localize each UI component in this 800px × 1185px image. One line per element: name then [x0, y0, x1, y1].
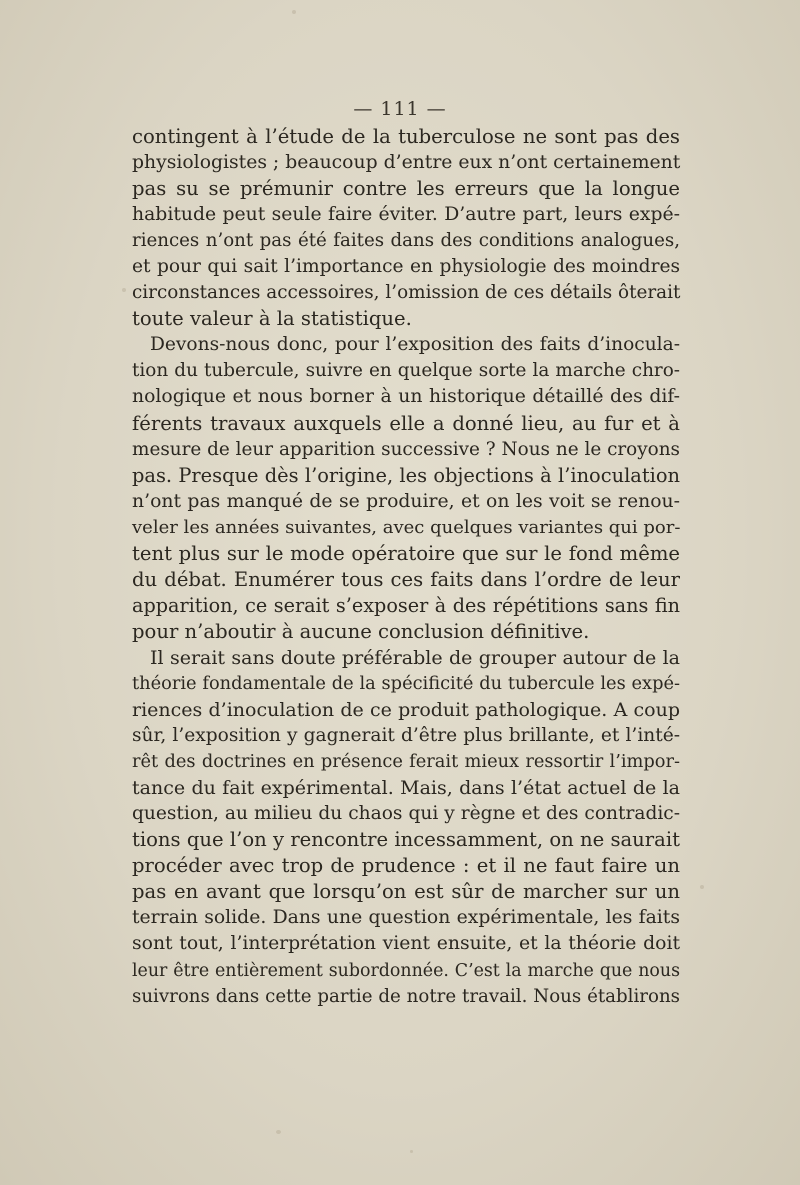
- text-line: Il serait sans doute préférable de grouper autour de la: [150, 646, 680, 669]
- text-line: procéder avec trop de prudence : et il ne faut faire un: [132, 854, 680, 878]
- text-line: mesure de leur apparition successive ? Nous ne le croyons: [132, 438, 680, 460]
- text-line: tions que l’on y rencontre incessamment, on ne saurait: [132, 828, 680, 852]
- text-line: suivrons dans cette partie de notre travail. Nous établirons: [132, 985, 680, 1007]
- text-line: pas su se prémunir contre les erreurs que la longue: [132, 177, 680, 201]
- text-line: Devons-nous donc, pour l’exposition des faits d’inocula-: [150, 334, 680, 356]
- text-line: terrain solide. Dans une question expérimentale, les faits: [132, 907, 680, 929]
- text-line: veler les années suivantes, avec quelques variantes qui por-: [132, 516, 681, 538]
- text-line: nologique et nous borner à un historique détaillé des dif-: [132, 386, 680, 408]
- text-line: contingent à l’étude de la tuberculose ne sont pas des: [132, 125, 680, 148]
- text-line: sont tout, l’interprétation vient ensuite, et la théorie doit: [132, 933, 680, 955]
- text-line: leur être entièrement subordonnée. C’est la marche que nous: [132, 960, 680, 981]
- text-line: pour n’aboutir à aucune conclusion définitive.: [132, 619, 590, 643]
- text-line: rêt des doctrines en présence ferait mieux ressortir l’impor-: [132, 751, 680, 773]
- text-line: tion du tubercule, suivre en quelque sorte la marche chro-: [132, 360, 680, 382]
- page-number: — 111 —: [353, 98, 447, 120]
- text-line: apparition, ce serait s’exposer à des répétitions sans fin: [132, 593, 680, 617]
- text-line: physiologistes ; beaucoup d’entre eux n’ont certainement: [132, 152, 681, 174]
- text-line: question, au milieu du chaos qui y règne et des contradic-: [132, 803, 680, 825]
- text-line: habitude peut seule faire éviter. D’autre part, leurs expé-: [132, 204, 680, 226]
- paper-spot: [700, 885, 704, 889]
- paper-spot: [410, 1150, 413, 1153]
- text-line: tent plus sur le mode opératoire que sur le fond même: [132, 541, 680, 565]
- paper-spot: [292, 10, 296, 14]
- body-text: [132, 124, 680, 1010]
- text-line: n’ont pas manqué de se produire, et on les voit se renou-: [132, 490, 680, 512]
- paper-spot: [276, 1130, 281, 1134]
- text-line: et pour qui sait l’importance en physiologie des moindres: [132, 256, 680, 278]
- text-line: du débat. Enumérer tous ces faits dans l’ordre de leur: [132, 567, 680, 591]
- text-line: sûr, l’exposition y gagnerait d’être plus brillante, et l’inté-: [132, 725, 680, 747]
- text-line: toute valeur à la statistique.: [132, 307, 412, 331]
- text-line: férents travaux auxquels elle a donné lieu, au fur et à: [132, 411, 680, 435]
- text-line: riences n’ont pas été faites dans des conditions analogues,: [132, 230, 680, 252]
- text-line: riences d’inoculation de ce produit pathologique. A coup: [132, 699, 680, 722]
- text-line: pas en avant que lorsqu’on est sûr de marcher sur un: [132, 880, 680, 904]
- text-line: théorie fondamentale de la spécificité du tubercule les expé-: [132, 672, 680, 694]
- text-line: tance du fait expérimental. Mais, dans l’état actuel de la: [132, 777, 680, 800]
- text-line: circonstances accessoires, l’omission de ces détails ôterait: [132, 282, 681, 304]
- paper-spot: [122, 288, 126, 292]
- text-line: pas. Presque dès l’origine, les objections à l’inoculation: [132, 463, 680, 487]
